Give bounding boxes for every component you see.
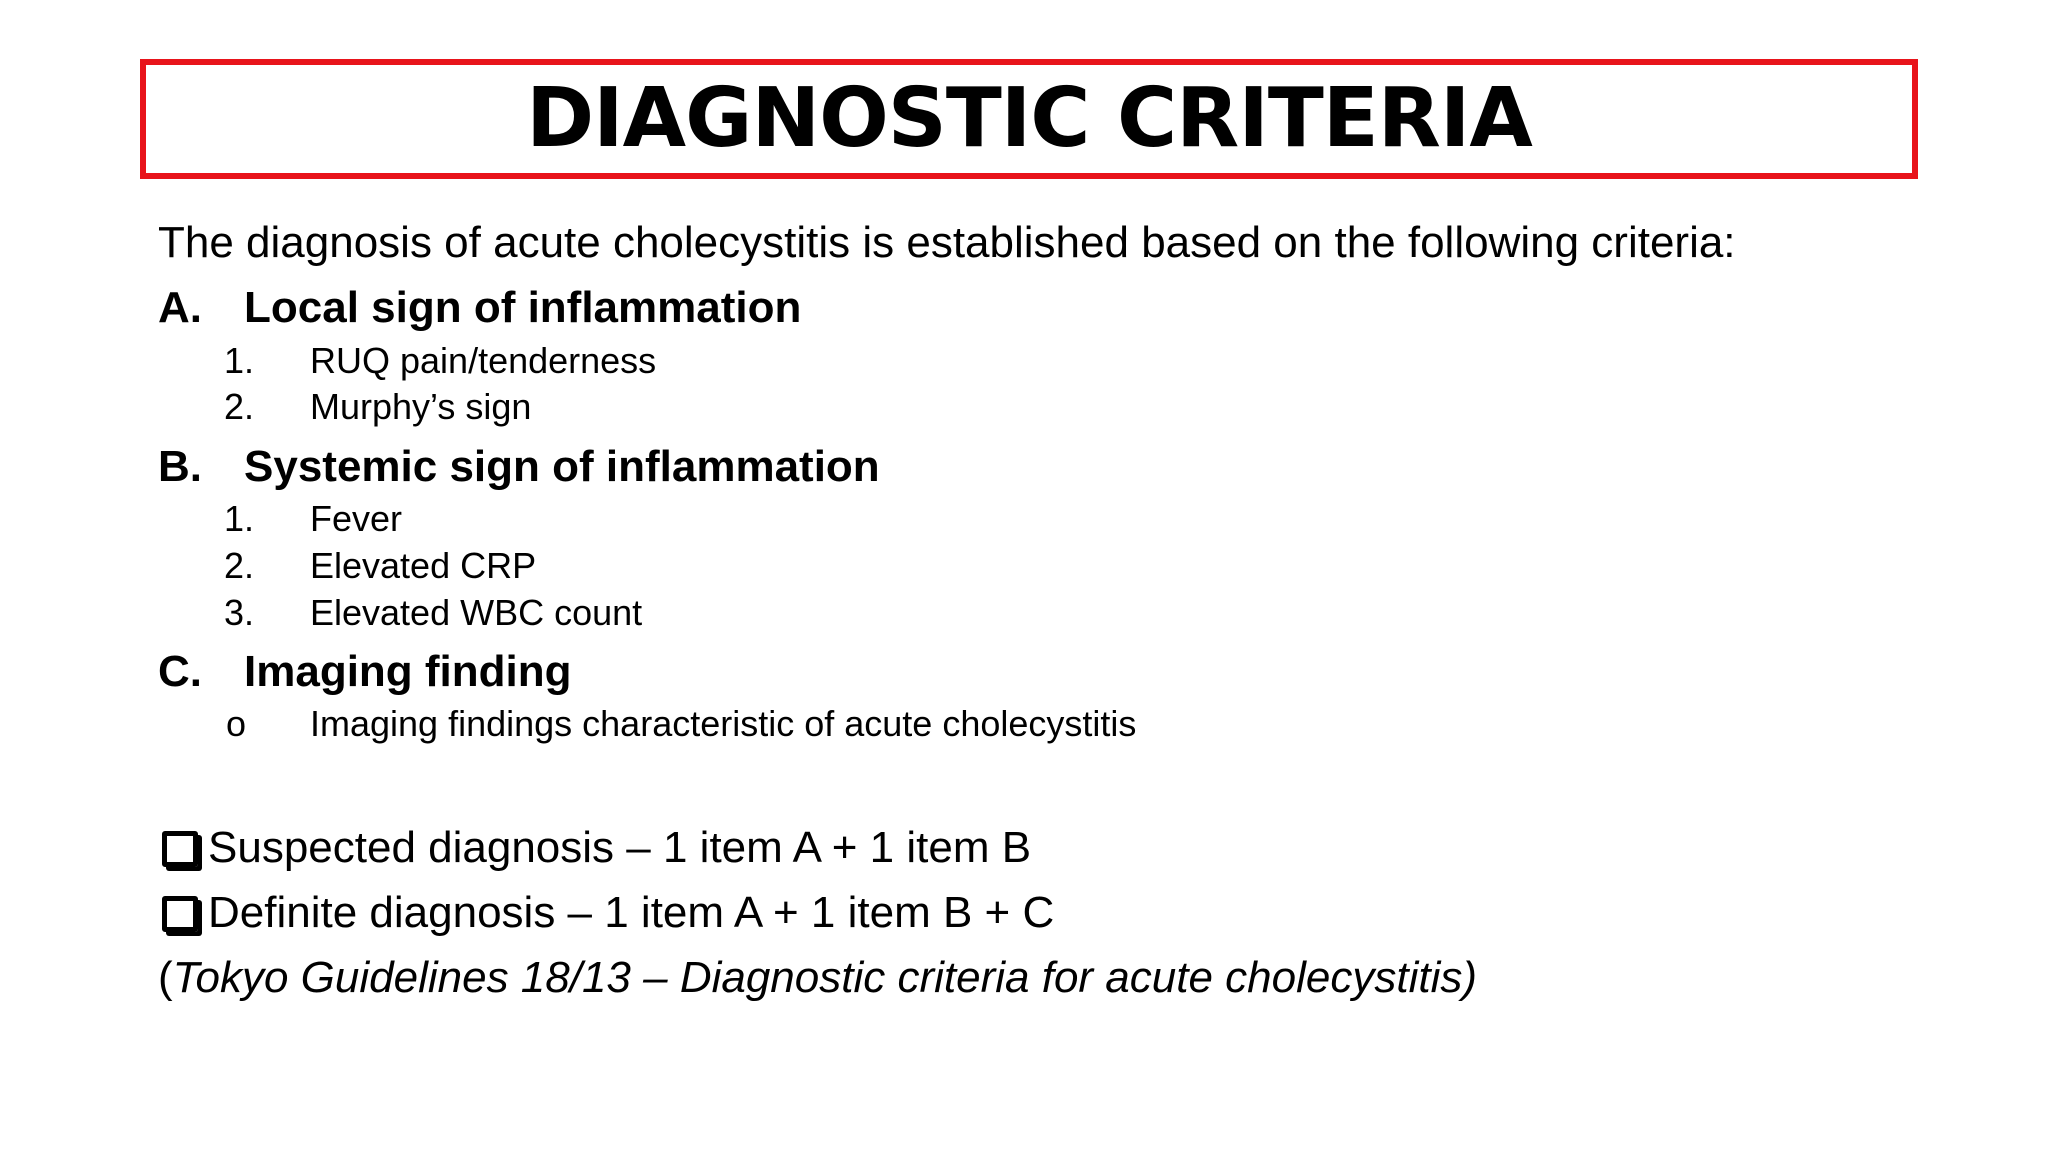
intro-text: The diagnosis of acute cholecystitis is established based on the following criteria:: [158, 218, 1736, 267]
checkbox-icon: [162, 896, 198, 932]
section-b-item-3-number: 3.: [224, 592, 255, 633]
section-c-title: Imaging finding: [244, 647, 572, 696]
slide-title: DIAGNOSTIC CRITERIA: [526, 71, 1532, 166]
suspected-diagnosis-text: Suspected diagnosis – 1 item A + 1 item B: [208, 823, 1032, 872]
section-b-title: Systemic sign of inflammation: [244, 442, 880, 491]
definite-diagnosis-text: Definite diagnosis – 1 item A + 1 item B + C: [208, 888, 1055, 937]
section-b-item-2-text: Elevated CRP: [310, 545, 537, 586]
section-a-item-1-text: RUQ pain/tenderness: [310, 340, 657, 381]
citation-text: Tokyo Guidelines 18/13 – Diagnostic criteria for acute cholecystitis): [172, 953, 1477, 1002]
suspected-diagnosis: [158, 823, 1031, 873]
section-b-item-1-text: Fever: [310, 498, 403, 539]
section-b-item-3-text: Elevated WBC count: [310, 592, 643, 633]
section-a-item-2-text: Murphy’s sign: [310, 386, 532, 427]
title-box: [140, 59, 1918, 179]
section-a-letter: A.: [158, 283, 202, 332]
checkbox-icon: [162, 831, 198, 867]
citation-open-paren: (: [158, 953, 173, 1002]
section-a-title: Local sign of inflammation: [244, 283, 802, 332]
section-b-letter: B.: [158, 442, 202, 491]
section-a-item-2-number: 2.: [224, 386, 255, 427]
section-c-letter: C.: [158, 647, 202, 696]
section-c-bullet: o: [226, 703, 247, 744]
section-b-item-2-number: 2.: [224, 545, 255, 586]
definite-diagnosis: [158, 888, 1054, 938]
citation: [158, 953, 1477, 1003]
section-c-item-1-text: Imaging findings characteristic of acute cholecystitis: [310, 703, 1137, 744]
section-b-item-1-number: 1.: [224, 498, 255, 539]
section-a-item-1-number: 1.: [224, 340, 255, 381]
